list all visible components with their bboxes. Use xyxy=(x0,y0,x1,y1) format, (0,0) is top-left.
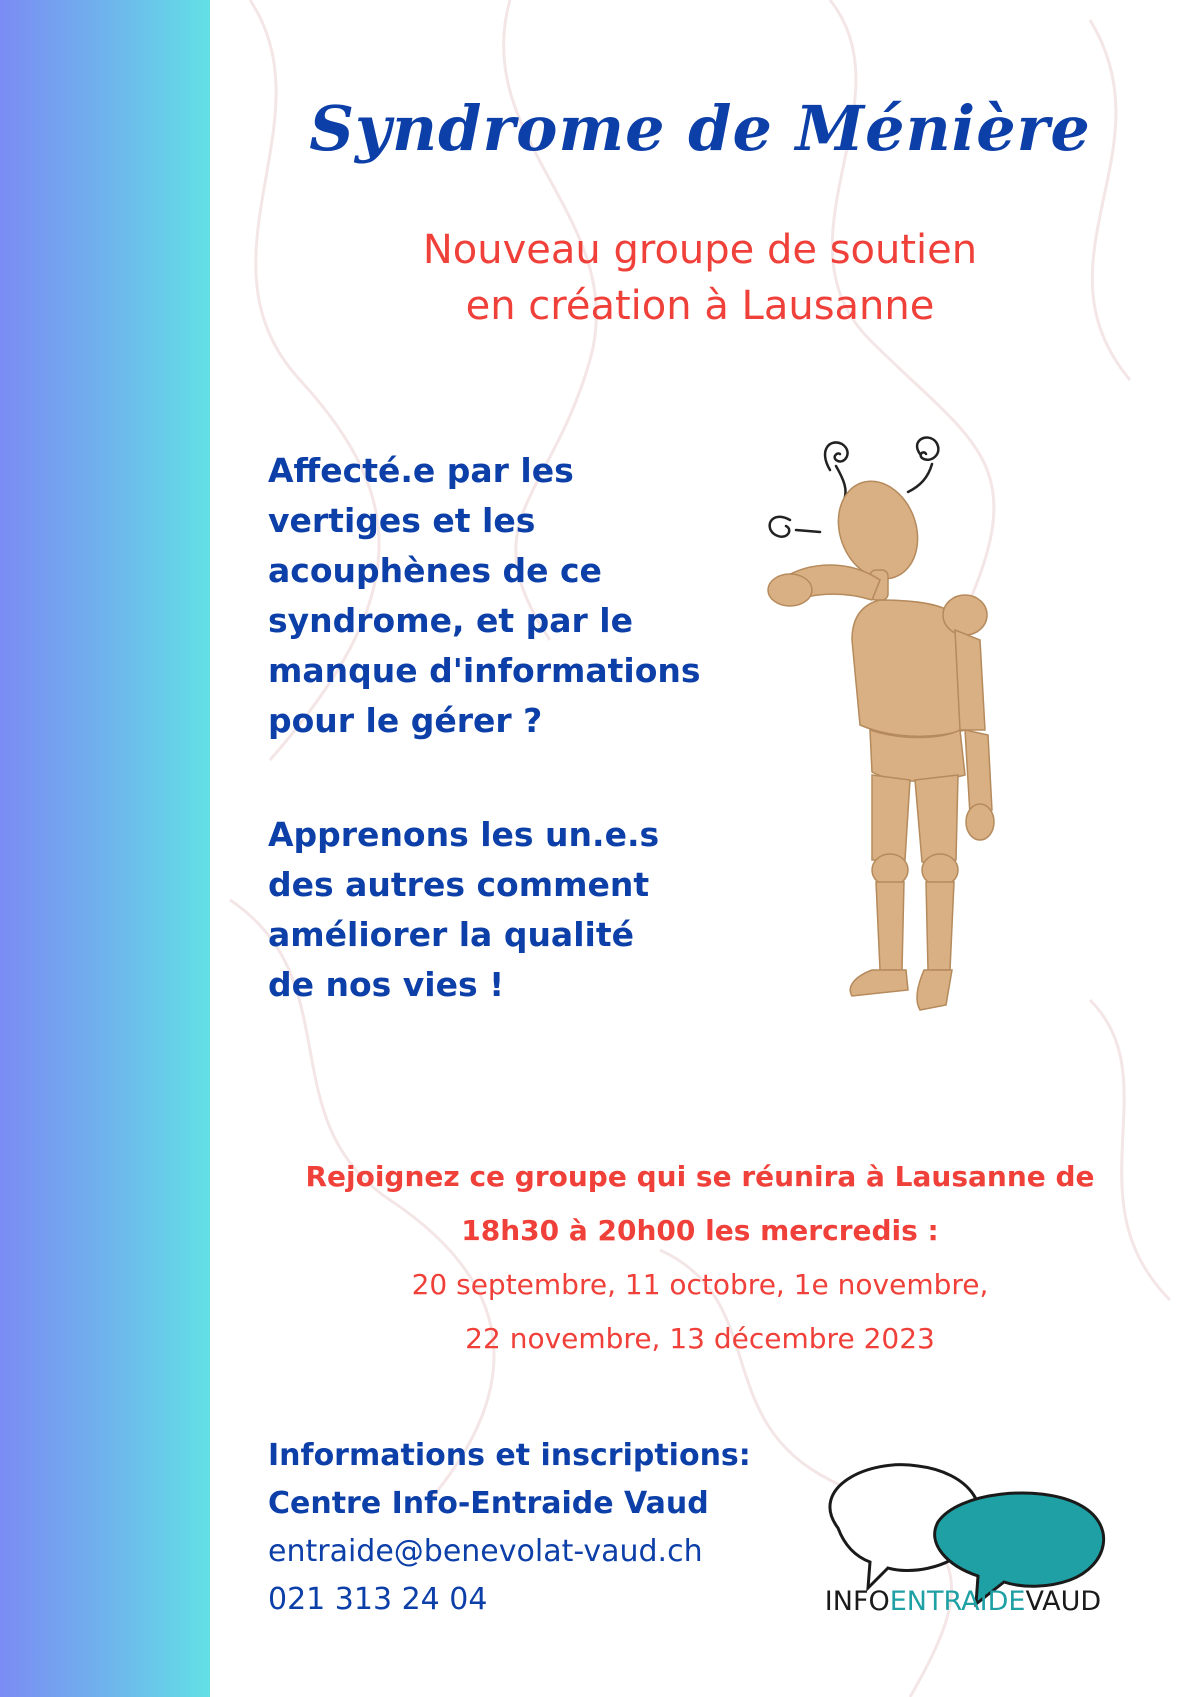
paragraph-line: de nos vies ! xyxy=(268,965,505,1004)
paragraph-line: pour le gérer ? xyxy=(268,701,543,740)
contact-email[interactable]: entraide@benevolat-vaud.ch xyxy=(268,1534,703,1569)
paragraph-line: Apprenons les un.e.s xyxy=(268,815,660,854)
call-paragraph xyxy=(268,810,738,1010)
paragraph-line: manque d'informations xyxy=(268,651,701,690)
paragraph-line: améliorer la qualité xyxy=(268,915,634,954)
contact-block xyxy=(268,1432,751,1624)
meeting-line: 18h30 à 20h00 les mercredis : xyxy=(461,1214,939,1247)
paragraph-line: acouphènes de ce xyxy=(268,551,602,590)
subtitle-line: en création à Lausanne xyxy=(465,283,935,329)
paragraph-line: Affecté.e par les xyxy=(268,451,574,490)
contact-phone[interactable]: 021 313 24 04 xyxy=(268,1582,488,1617)
paragraph-line: syndrome, et par le xyxy=(268,601,633,640)
contact-org: Centre Info-Entraide Vaud xyxy=(268,1486,709,1521)
meeting-info xyxy=(260,1150,1140,1366)
subtitle xyxy=(260,222,1140,334)
meeting-line: Rejoignez ce groupe qui se réunira à Lausanne de xyxy=(305,1160,1095,1193)
contact-heading: Informations et inscriptions: xyxy=(268,1438,751,1473)
page-title: Syndrome de Ménière xyxy=(309,92,1091,165)
meeting-dates: 20 septembre, 11 octobre, 1e novembre, xyxy=(411,1268,989,1301)
logo-part: VAUD xyxy=(1025,1586,1102,1617)
logo-wordmark xyxy=(808,1586,1118,1617)
intro-paragraph xyxy=(268,446,738,746)
logo-part: INFO xyxy=(824,1586,890,1617)
subtitle-line: Nouveau groupe de soutien xyxy=(422,227,978,273)
wooden-mannequin-icon xyxy=(760,430,1080,1050)
paragraph-line: des autres comment xyxy=(268,865,650,904)
paragraph-line: vertiges et les xyxy=(268,501,536,540)
logo-part: ENTRAIDE xyxy=(889,1586,1026,1617)
meeting-dates: 22 novembre, 13 décembre 2023 xyxy=(465,1322,935,1355)
gradient-sidebar xyxy=(0,0,210,1697)
